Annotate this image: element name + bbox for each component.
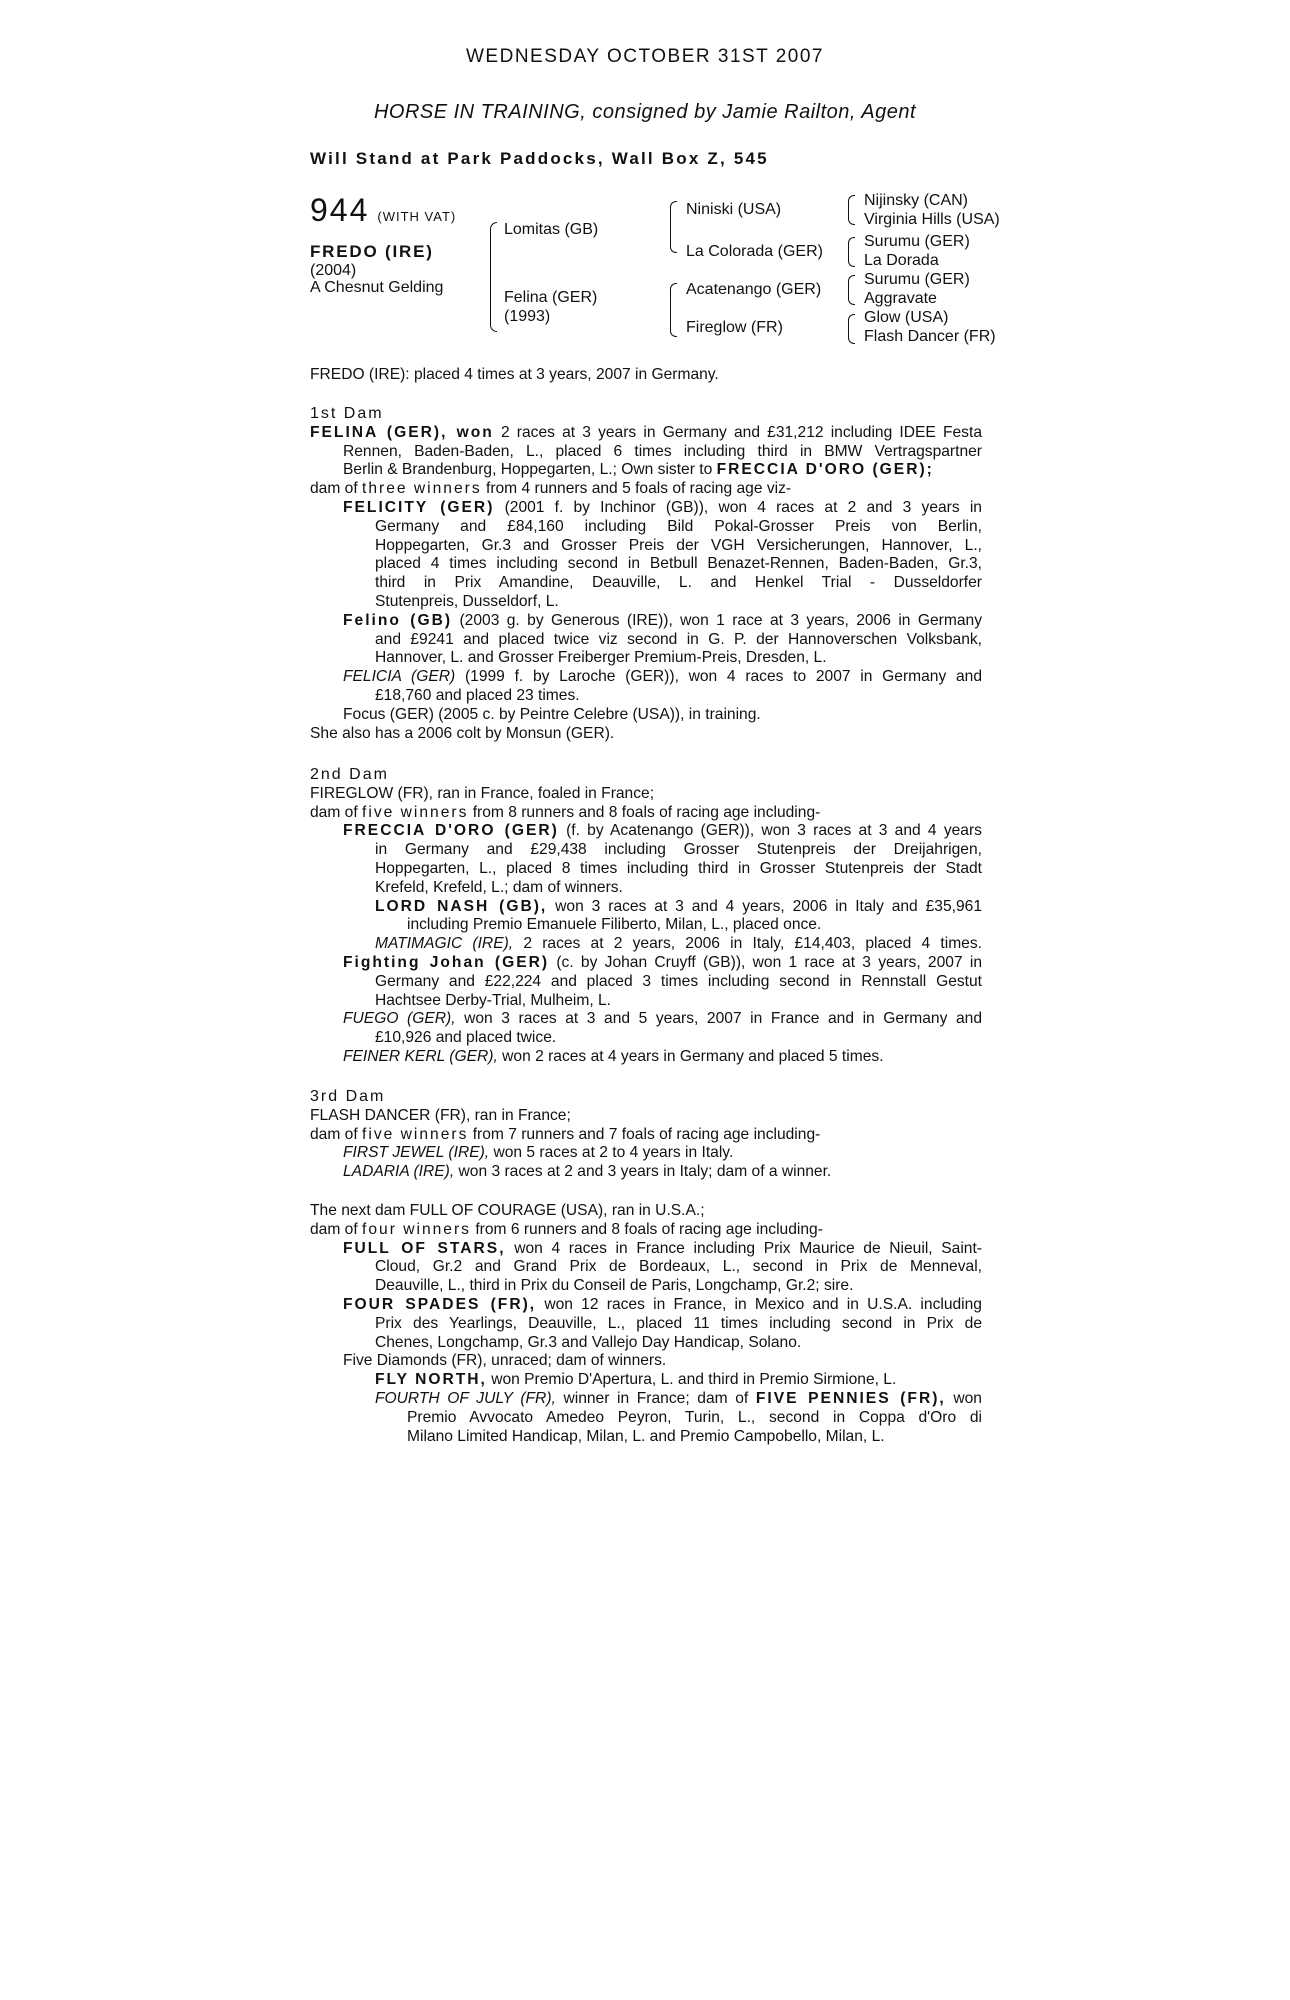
summary [310, 366, 982, 385]
dam-line [310, 461, 982, 480]
produce-record: 2 races at 2 years, 2006 in Italy, £14,403, placed 4 times. [523, 935, 982, 953]
text: dam of [310, 803, 358, 821]
sale-date: WEDNESDAY OCTOBER 31ST 2007 [466, 46, 824, 67]
produce-line: Hachtsee Derby-Trial, Mulheim, L. [375, 991, 611, 1009]
produce-line [310, 1296, 982, 1315]
text: dam of [310, 1125, 358, 1143]
produce-line: £10,926 and placed twice. [375, 1029, 557, 1047]
produce-line: Germany and £84,160 including Bild Pokal-Grosser Preis von Berlin, [375, 517, 982, 535]
produce-line [310, 954, 982, 973]
section-heading: 1st Dam [310, 405, 384, 422]
produce-line [310, 499, 982, 518]
produce-record: won 4 races in France including Prix Maurice de Nieuil, Saint- [514, 1239, 982, 1257]
text: from 4 runners and 5 foals of racing age viz- [485, 480, 792, 498]
produce-record: won 3 races at 3 and 5 years, 2007 in France and in Germany and [464, 1010, 982, 1028]
dam-line [310, 1126, 982, 1145]
horse-year: (2004) [310, 262, 357, 279]
produce-name: LADARIA (IRE), [343, 1163, 455, 1181]
produce-name: FELICITY (GER) [343, 498, 495, 516]
grandproduce-line [310, 1390, 982, 1409]
summary-line: FREDO (IRE): placed 4 times at 3 years, 2007 in Germany. [310, 366, 719, 383]
produce-record: winner in France; dam of [563, 1389, 749, 1407]
dam-line [310, 1221, 982, 1240]
produce-line: third in Prix Amandine, Deauville, L. and Henkel Trial - Dusseldorfer [375, 574, 982, 592]
text: from 6 runners and 8 foals of racing age including- [475, 1220, 823, 1238]
produce-line: Five Diamonds (FR), unraced; dam of winners. [343, 1352, 667, 1370]
pedigree-brace [848, 314, 855, 344]
produce-name: FIRST JEWEL (IRE), [343, 1144, 490, 1162]
sss: Nijinsky (CAN) [864, 192, 968, 209]
winners-count: three winners [362, 480, 482, 498]
dam-line: FLASH DANCER (FR), ran in France; [310, 1106, 571, 1124]
dam-line: Rennen, Baden-Baden, L., placed 6 times including third in BMW Vertragspartner [343, 442, 982, 460]
produce-line: Hoppegarten, L., placed 8 times including third in Grosser Stutenpreis der Stadt [375, 859, 982, 877]
produce-name: FEINER KERL (GER), [343, 1047, 498, 1065]
horse-description: A Chesnut Gelding [310, 279, 444, 296]
winners-count: five winners [362, 1125, 469, 1143]
produce-record: won 3 races at 3 and 4 years, 2006 in Italy and £35,961 [555, 897, 982, 915]
produce-name: FUEGO (GER), [343, 1010, 456, 1028]
produce-line: placed 4 times including second in Betbull Benazet-Rennen, Baden-Baden, Gr.3, [375, 555, 982, 573]
dam-sire: Acatenango (GER) [686, 281, 822, 298]
produce-record: won Premio D'Apertura, L. and third in Premio Sirmione, L. [491, 1371, 897, 1389]
produce-name: FELICIA (GER) [343, 668, 456, 686]
produce-record: won 3 races at 2 and 3 years in Italy; dam of a winner. [458, 1163, 832, 1181]
sister-name: FRECCIA D'ORO (GER); [716, 461, 934, 479]
first-dam-section [310, 405, 982, 743]
text: from 8 runners and 8 foals of racing age including- [472, 803, 821, 821]
sire: Lomitas (GB) [504, 221, 599, 238]
produce-name: LORD NASH (GB), [375, 897, 548, 915]
dam-line: FIREGLOW (FR), ran in France, foaled in France; [310, 784, 655, 802]
produce-line [310, 668, 982, 687]
dam-line [310, 804, 982, 823]
produce-line: Deauville, L., third in Prix du Conseil de Paris, Longchamp, Gr.2; sire. [375, 1277, 854, 1295]
pedigree-brace [670, 201, 677, 253]
produce-line: and £9241 and placed twice viz second in G. P. der Hannoverschen Volksbank, [375, 630, 982, 648]
produce-line [310, 1163, 982, 1182]
produce-record: won [953, 1389, 982, 1407]
produce-line [310, 1240, 982, 1259]
dam-dam: Fireglow (FR) [686, 319, 783, 336]
produce-line: Krefeld, Krefeld, L.; dam of winners. [375, 878, 623, 896]
produce-line: Hannover, L. and Grosser Freiberger Premium-Preis, Dresden, L. [375, 649, 827, 667]
grandproduce-line [310, 1371, 982, 1390]
produce-name: FIVE PENNIES (FR), [755, 1389, 946, 1407]
horse-name: FREDO (IRE) [310, 242, 434, 261]
produce-record: won 12 races in France, in Mexico and in U.S.A. including [544, 1295, 982, 1313]
section-heading: 2nd Dam [310, 766, 389, 783]
stand-location: Will Stand at Park Paddocks, Wall Box Z, 545 [310, 149, 769, 168]
produce-line [310, 1010, 982, 1029]
dam-record: Berlin & Brandenburg, Hoppegarten, L.; Own sister to [343, 461, 713, 479]
text: dam of [310, 1220, 358, 1238]
dam-line: The next dam FULL OF COURAGE (USA), ran in U.S.A.; [310, 1202, 705, 1219]
grandproduce-line [310, 898, 982, 917]
sds: Surumu (GER) [864, 233, 970, 250]
produce-line: Germany and £22,224 and placed 3 times including second in Rennstall Gestut [375, 972, 982, 990]
produce-record: won 5 races at 2 to 4 years in Italy. [493, 1144, 734, 1162]
grandproduce-line: including Premio Emanuele Filiberto, Milan, L., placed once. [407, 916, 822, 934]
text: dam of [310, 480, 358, 498]
produce-record: (c. by Johan Cruyff (GB)), won 1 race at 3 years, 2007 in [556, 953, 982, 971]
produce-record: (2001 f. by Inchinor (GB)), won 4 races at 2 and 3 years in [504, 498, 982, 516]
lot-number: 944 [310, 192, 370, 228]
consignment-line: HORSE IN TRAINING, consigned by Jamie Railton, Agent [373, 101, 917, 123]
winners-count: four winners [362, 1220, 471, 1238]
vat-note: (WITH VAT) [377, 209, 457, 224]
produce-record: won 2 races at 4 years in Germany and placed 5 times. [502, 1047, 884, 1065]
produce-name: Fighting Johan (GER) [343, 953, 550, 971]
produce-line: Chenes, Longchamp, Gr.3 and Vallejo Day Handicap, Solano. [375, 1333, 802, 1351]
produce-record: (2003 g. by Generous (IRE)), won 1 race at 3 years, 2006 in Germany [459, 611, 982, 629]
produce-line: She also has a 2006 colt by Monsun (GER). [310, 724, 615, 742]
produce-line: in Germany and £29,438 including Grosser Stutenpreis der Dreijahrigen, [375, 841, 982, 859]
pedigree-brace [848, 237, 855, 267]
third-dam-section [310, 1088, 982, 1182]
produce-record: (1999 f. by Laroche (GER)), won 4 races to 2007 in Germany and [464, 668, 982, 686]
second-dam-section [310, 766, 982, 1067]
produce-name: FOURTH OF JULY (FR), [375, 1389, 556, 1407]
dsd: Aggravate [864, 290, 937, 307]
ssd: Virginia Hills (USA) [864, 211, 1000, 228]
produce-name: FLY NORTH, [375, 1371, 487, 1389]
grandproduce-line [310, 935, 982, 954]
produce-line [310, 1144, 982, 1163]
produce-line: £18,760 and placed 23 times. [375, 686, 580, 704]
produce-name: FULL OF STARS, [343, 1239, 506, 1257]
pedigree-brace [848, 275, 855, 305]
dds: Glow (USA) [864, 309, 949, 326]
produce-line: Cloud, Gr.2 and Grand Prix de Bordeaux, L., second in Prix de Menneval, [375, 1258, 982, 1276]
produce-line [310, 612, 982, 631]
produce-name: FOUR SPADES (FR), [343, 1295, 537, 1313]
produce-name: FRECCIA D'ORO (GER) [343, 822, 559, 840]
produce-line [310, 1048, 982, 1067]
produce-line: Prix des Yearlings, Deauville, L., placed 11 times including second in Prix de [375, 1314, 982, 1332]
dam-name: FELINA (GER), won [310, 423, 494, 441]
grandproduce-line: Premio Avvocato Amedeo Peyron, Turin, L., second in Coppa d'Oro di [407, 1408, 982, 1426]
dam-line [310, 424, 982, 443]
fourth-dam-section [310, 1202, 982, 1446]
section-heading: 3rd Dam [310, 1088, 386, 1105]
pedigree-brace [848, 195, 855, 225]
dam-year: (1993) [504, 308, 551, 325]
dam: Felina (GER) [504, 289, 598, 306]
ddd: Flash Dancer (FR) [864, 328, 996, 345]
dss: Surumu (GER) [864, 271, 970, 288]
produce-line [310, 822, 982, 841]
produce-record: (f. by Acatenango (GER)), won 3 races at 3 and 4 years [566, 822, 982, 840]
sdd: La Dorada [864, 252, 939, 269]
produce-line: Focus (GER) (2005 c. by Peintre Celebre (USA)), in training. [343, 705, 761, 723]
produce-line: Stutenpreis, Dusseldorf, L. [375, 592, 559, 610]
produce-name: Felino (GB) [343, 611, 453, 629]
produce-name: MATIMAGIC (IRE), [375, 935, 514, 953]
sire-sire: Niniski (USA) [686, 201, 782, 218]
text: from 7 runners and 7 foals of racing age including- [472, 1125, 821, 1143]
pedigree-brace [490, 222, 497, 332]
winners-count: five winners [362, 803, 469, 821]
sire-dam: La Colorada (GER) [686, 243, 823, 260]
pedigree-brace [670, 283, 677, 337]
dam-line [310, 480, 982, 499]
produce-line: Hoppegarten, Gr.3 and Grosser Preis der VGH Versicherungen, Hannover, L., [375, 536, 982, 554]
dam-record: 2 races at 3 years in Germany and £31,212 including IDEE Festa [500, 423, 982, 441]
grandproduce-line: Milano Limited Handicap, Milan, L. and Premio Campobello, Milan, L. [407, 1427, 885, 1445]
lot-number-block [310, 192, 456, 229]
